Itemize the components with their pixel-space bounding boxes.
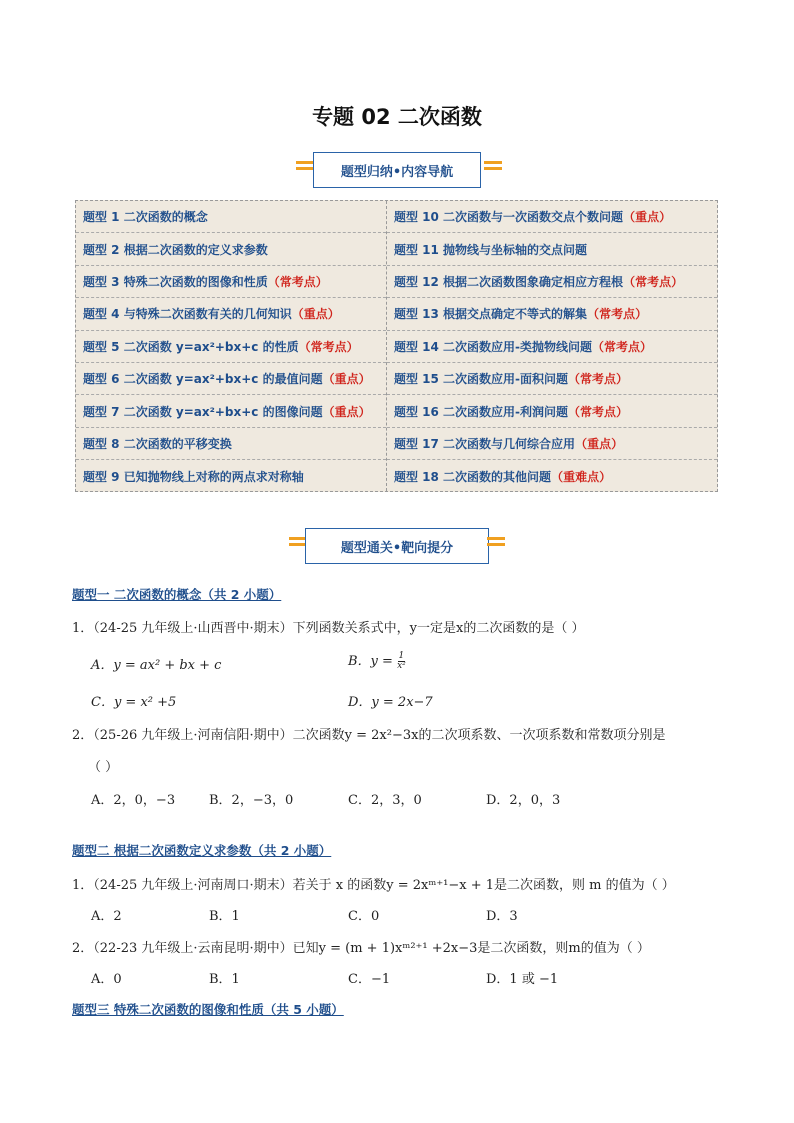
toc-item-label: 题型 17 二次函数与几何综合应用 bbox=[394, 436, 576, 451]
toc-item-tag: （常考点） bbox=[587, 307, 648, 322]
banner-left-deco-icon bbox=[296, 161, 314, 177]
toc-item-label: 题型 18 二次函数的其他问题 bbox=[394, 469, 552, 484]
toc-left-column bbox=[76, 201, 387, 491]
toc-item[interactable] bbox=[387, 266, 717, 298]
toc-item-label: 题型 11 抛物线与坐标轴的交点问题 bbox=[394, 242, 588, 257]
section-heading: 题型一 二次函数的概念（共 2 小题） bbox=[72, 587, 282, 602]
option-d-text: D．y = 2x−7 bbox=[348, 695, 433, 710]
practice-banner bbox=[0, 528, 794, 564]
toc-item-label: 题型 13 根据交点确定不等式的解集 bbox=[394, 307, 588, 322]
toc-item[interactable] bbox=[76, 201, 386, 233]
toc-item-label: 题型 2 根据二次函数的定义求参数 bbox=[83, 242, 268, 257]
toc-item-tag: （重点） bbox=[322, 404, 371, 419]
toc-item-tag: （重点） bbox=[575, 436, 624, 451]
toc-item[interactable] bbox=[76, 331, 386, 363]
nav-banner bbox=[0, 152, 794, 188]
question-stem: 2．（22-23 九年级上·云南昆明·期中）已知y = (m + 1)xᵐ²⁺¹ +2x−3是二次函数，则m的值为（ ） bbox=[72, 941, 650, 956]
fraction-numerator: 1 bbox=[398, 651, 405, 661]
toc-item-tag: （常考点） bbox=[592, 339, 653, 354]
toc-item-label: 题型 3 特殊二次函数的图像和性质 bbox=[83, 274, 268, 289]
option-c-text: C．y = x² +5 bbox=[91, 695, 177, 710]
option-b: B．2，−3，0 bbox=[209, 793, 294, 808]
toc-item-label: 题型 1 二次函数的概念 bbox=[83, 210, 208, 225]
question-stem: 1．（24-25 九年级上·河南周口·期末）若关于 x 的函数y = 2xᵐ⁺¹−x + 1是二次函数，则 m 的值为（ ） bbox=[72, 878, 675, 893]
toc-item-tag: （常考点） bbox=[568, 404, 629, 419]
option-b bbox=[348, 650, 406, 671]
option-d: D．2，0，3 bbox=[486, 793, 561, 808]
toc-item-tag: （重点） bbox=[623, 210, 672, 225]
page-title: 专题 02 二次函数 bbox=[312, 105, 482, 129]
toc-item-label: 题型 14 二次函数应用-类抛物线问题 bbox=[394, 339, 593, 354]
toc-right-column bbox=[387, 201, 717, 491]
toc-item[interactable] bbox=[76, 395, 386, 427]
toc-item-tag: （重点） bbox=[322, 372, 371, 387]
toc-item-tag: （重难点） bbox=[551, 469, 612, 484]
toc-item-tag: （常考点） bbox=[623, 274, 684, 289]
toc-item-label: 题型 4 与特殊二次函数有关的几何知识 bbox=[83, 307, 292, 322]
option-a bbox=[91, 654, 221, 673]
toc-item[interactable] bbox=[387, 331, 717, 363]
toc-item[interactable] bbox=[76, 363, 386, 395]
toc-item-label: 题型 12 根据二次函数图象确定相应方程根 bbox=[394, 274, 624, 289]
toc-item[interactable] bbox=[76, 428, 386, 460]
toc-item[interactable] bbox=[387, 428, 717, 460]
option-b-prefix: B．y = bbox=[348, 654, 393, 669]
option-c bbox=[91, 691, 176, 710]
practice-banner-label: 题型通关•靶向提分 bbox=[305, 528, 489, 564]
option-a: A．2 bbox=[91, 909, 122, 924]
option-c: C．−1 bbox=[348, 972, 391, 987]
option-c: C．2，3，0 bbox=[348, 793, 422, 808]
toc-item-tag: （重点） bbox=[291, 307, 340, 322]
toc-item[interactable] bbox=[387, 298, 717, 330]
toc-item[interactable] bbox=[76, 460, 386, 492]
option-a: A．0 bbox=[91, 972, 122, 987]
toc-item-tag: （常考点） bbox=[267, 274, 328, 289]
toc-item-label: 题型 9 已知抛物线上对称的两点求对称轴 bbox=[83, 469, 304, 484]
question-stem: 2．（25-26 九年级上·河南信阳·期中）二次函数y = 2x²−3x的二次项系数、一次项系数和常数项分别是 bbox=[72, 728, 666, 743]
toc-item[interactable] bbox=[76, 266, 386, 298]
toc-item-label: 题型 6 二次函数 y=ax²+bx+c 的最值问题 bbox=[83, 372, 323, 387]
toc-item-label: 题型 15 二次函数应用-面积问题 bbox=[394, 372, 569, 387]
toc-item-label: 题型 16 二次函数应用-利润问题 bbox=[394, 404, 569, 419]
nav-banner-label: 题型归纳•内容导航 bbox=[313, 152, 481, 188]
option-d: D．3 bbox=[486, 909, 518, 924]
toc-item-tag: （常考点） bbox=[568, 372, 629, 387]
toc-item[interactable] bbox=[387, 233, 717, 265]
toc-item[interactable] bbox=[76, 298, 386, 330]
fraction-denominator: x² bbox=[397, 661, 406, 671]
question-stem: 1．（24-25 九年级上·山西晋中·期末）下列函数关系式中，y一定是x的二次函数的是（ ） bbox=[72, 621, 585, 636]
option-d bbox=[348, 691, 433, 710]
toc-item-label: 题型 10 二次函数与一次函数交点个数问题 bbox=[394, 210, 624, 225]
option-a-text: A．y = ax² + bx + c bbox=[91, 658, 222, 673]
toc-item[interactable] bbox=[76, 233, 386, 265]
toc-item[interactable] bbox=[387, 201, 717, 233]
toc-item-tag: （常考点） bbox=[298, 339, 359, 354]
option-b-fraction bbox=[397, 652, 406, 671]
section-heading: 题型二 根据二次函数定义求参数（共 2 小题） bbox=[72, 843, 332, 858]
option-b: B．1 bbox=[209, 909, 240, 924]
toc-item-label: 题型 8 二次函数的平移变换 bbox=[83, 436, 232, 451]
toc-item[interactable] bbox=[387, 460, 717, 492]
toc-item-label: 题型 5 二次函数 y=ax²+bx+c 的性质 bbox=[83, 339, 299, 354]
toc-item[interactable] bbox=[387, 363, 717, 395]
option-a: A．2，0，−3 bbox=[91, 793, 176, 808]
section-heading: 题型三 特殊二次函数的图像和性质（共 5 小题） bbox=[72, 1002, 344, 1017]
toc-item[interactable] bbox=[387, 395, 717, 427]
banner-right-deco-icon bbox=[487, 537, 505, 553]
question-stem-continuation: （ ） bbox=[88, 760, 119, 775]
banner-right-deco-icon bbox=[484, 161, 502, 177]
toc-item-label: 题型 7 二次函数 y=ax²+bx+c 的图像问题 bbox=[83, 404, 323, 419]
option-d: D．1 或 −1 bbox=[486, 972, 559, 987]
option-c: C．0 bbox=[348, 909, 380, 924]
toc-table bbox=[75, 200, 718, 492]
option-b: B．1 bbox=[209, 972, 240, 987]
